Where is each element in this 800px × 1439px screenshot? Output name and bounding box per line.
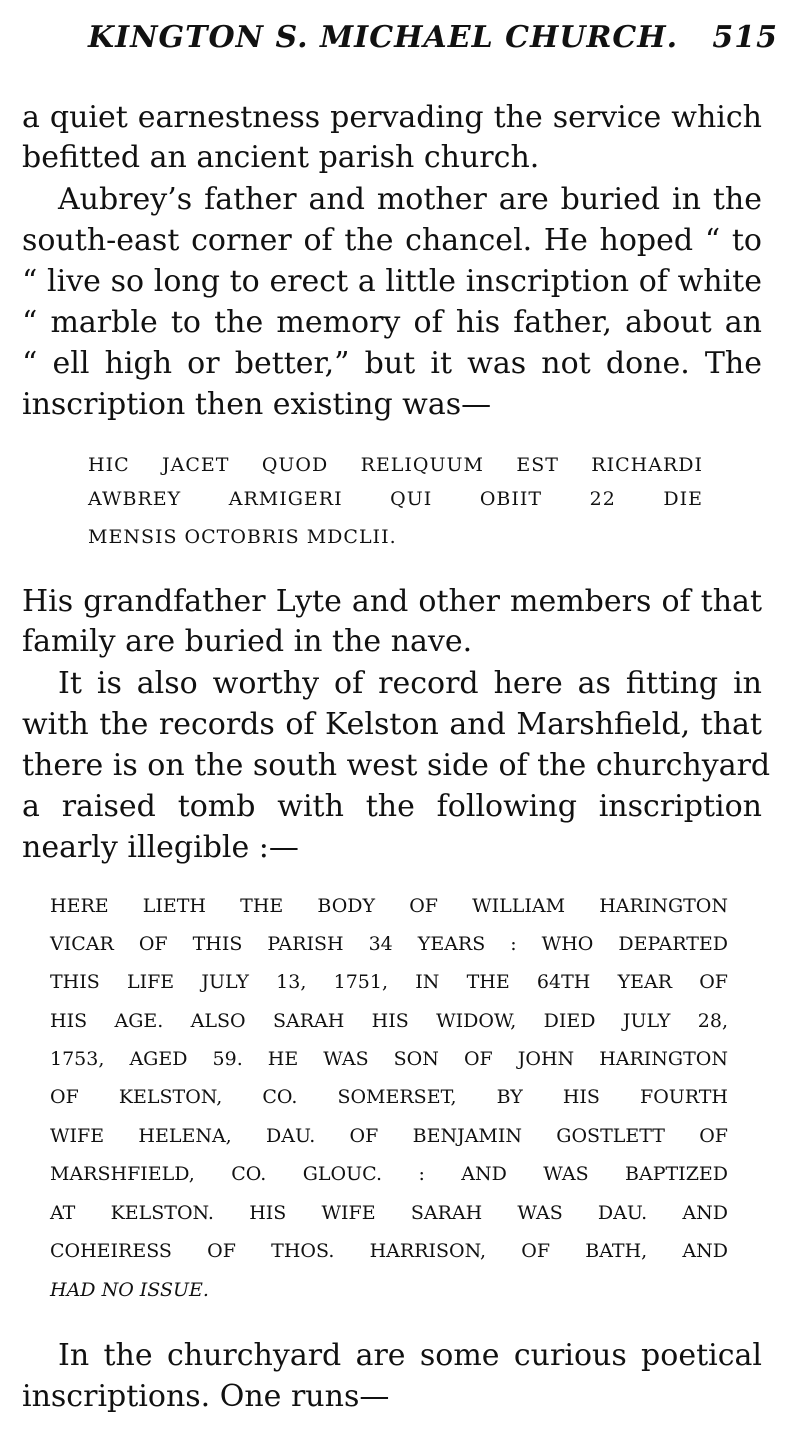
epitaph-line-8: MARSHFIELD, CO. GLOUC. : AND WAS BAPTIZED [50,1163,728,1185]
epitaph-line-2: VICAR OF THIS PARISH 34 YEARS : WHO DEPARTED [50,933,728,955]
epitaph-line-9: AT KELSTON. HIS WIFE SARAH WAS DAU. AND [50,1202,728,1224]
paragraph-2-line-6: inscription then existing was— [22,387,492,422]
running-head [88,12,778,62]
running-title: KINGTON S. MICHAEL CHURCH. [88,20,679,55]
inscription-1-line-3: MENSIS OCTOBRIS MDCLII. [88,526,397,548]
paragraph-2-line-5: “ ell high or better,” but it was not done. The [22,346,762,381]
paragraph-2-line-2: south-east corner of the chancel. He hoped “ to [22,223,762,258]
paragraph-4-line-5: nearly illegible :— [22,830,299,865]
paragraph-5-line-2: inscriptions. One runs— [22,1379,390,1414]
paragraph-5-line-1: In the churchyard are some curious poetical [58,1338,762,1373]
epitaph-line-7: WIFE HELENA, DAU. OF BENJAMIN GOSTLETT OF [50,1125,728,1147]
page-number: 515 [712,20,778,55]
paragraph-2-line-3: “ live so long to erect a little inscription of white [22,264,762,299]
paragraph-4-line-1: It is also worthy of record here as fitting in [58,666,762,701]
epitaph-line-6: OF KELSTON, CO. SOMERSET, BY HIS FOURTH [50,1086,728,1108]
paragraph-1-line-1: a quiet earnestness pervading the service which [22,100,762,135]
epitaph-line-10: COHEIRESS OF THOS. HARRISON, OF BATH, AND [50,1240,728,1262]
paragraph-3-line-2: family are buried in the nave. [22,624,473,659]
inscription-1-line-2: AWBREY ARMIGERI QUI OBIIT 22 DIE [88,488,703,510]
paragraph-3-line-1: His grandfather Lyte and other members of that [22,584,762,619]
paragraph-1-line-2: befitted an ancient parish church. [22,140,540,175]
paragraph-4-line-2: with the records of Kelston and Marshfield, that [22,707,762,742]
epitaph-line-1: HERE LIETH THE BODY OF WILLIAM HARINGTON [50,895,728,917]
epitaph-line-5: 1753, AGED 59. HE WAS SON OF JOHN HARINGTON [50,1048,728,1070]
epitaph-line-4: HIS AGE. ALSO SARAH HIS WIDOW, DIED JULY 28, [50,1010,728,1032]
epitaph-line-3: THIS LIFE JULY 13, 1751, IN THE 64TH YEAR OF [50,971,728,993]
paragraph-2-line-1: Aubrey’s father and mother are buried in the [58,182,762,217]
epitaph-line-11: HAD NO ISSUE. [50,1279,209,1301]
paragraph-4-line-3: there is on the south west side of the churchyard [22,748,771,783]
inscription-1-line-1: HIC JACET QUOD RELIQUUM EST RICHARDI [88,454,703,476]
paragraph-4-line-4: a raised tomb with the following inscription [22,789,762,824]
paragraph-2-line-4: “ marble to the memory of his father, about an [22,305,762,340]
